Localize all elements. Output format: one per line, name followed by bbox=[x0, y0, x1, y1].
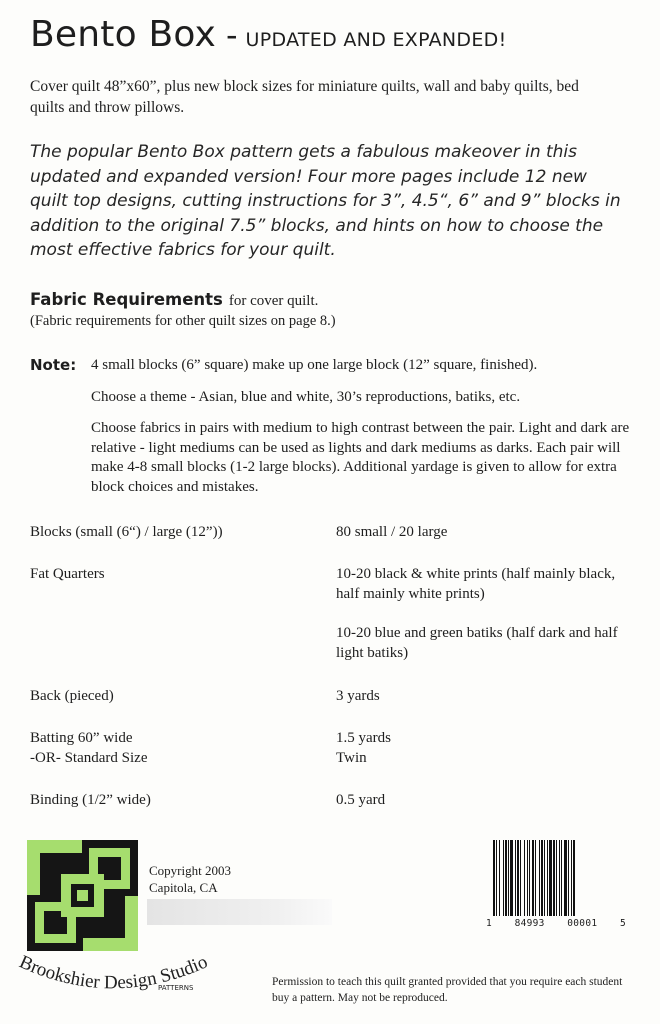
barcode-bar bbox=[515, 840, 516, 916]
pitch-text: The popular Bento Box pattern gets a fabulous makeover in this updated and expanded version! Four more pages include 12 new quilt top designs, cutting instructions for 3”, 4.5“, 6” and 9” blocks in addition to the original 7.5” blocks, and hints on how to choose the most effective fabrics for your quilt. bbox=[30, 142, 621, 260]
barcode-bar bbox=[547, 840, 548, 916]
barcode-bar bbox=[559, 840, 560, 916]
row-value: 3 yards bbox=[336, 688, 380, 704]
barcode-bar bbox=[556, 840, 557, 916]
row-value: 1.5 yards bbox=[336, 730, 391, 746]
row-label: Back (pieced) bbox=[30, 688, 114, 704]
barcode-bar bbox=[564, 840, 567, 916]
barcode-bar bbox=[532, 840, 534, 916]
barcode-digit-group: 84993 bbox=[514, 918, 545, 929]
row-value: 10-20 black & white prints (half mainly black, half mainly white prints) bbox=[336, 566, 616, 602]
note-paragraph: 4 small blocks (6” square) make up one large block (12” square, finished). bbox=[91, 357, 538, 373]
note-paragraph: Choose a theme - Asian, blue and white, 30’s reproductions, batiks, etc. bbox=[91, 388, 521, 405]
fabric-requirements-heading bbox=[30, 290, 630, 330]
requirements-title-note: for cover quilt. bbox=[228, 293, 319, 309]
row-label: -OR- Standard Size bbox=[30, 750, 148, 766]
copyright-block bbox=[149, 862, 231, 896]
requirements-title: Fabric Requirements bbox=[30, 290, 223, 309]
barcode-digit-group: 00001 bbox=[567, 918, 598, 929]
note-label: Note: bbox=[30, 356, 77, 374]
barcode-bar bbox=[499, 840, 500, 916]
note-paragraph: Choose fabrics in pairs with medium to high contrast between the pair. Light and dark are relative - light mediums can be used as lights and dark mediums as darks. Each pair will make 4-8 small blocks (1-2 large blocks). Additional yardage is given to allow for extra block choices and mistakes. bbox=[91, 420, 630, 495]
barcode-bar bbox=[493, 840, 495, 916]
title-dash: - bbox=[225, 16, 238, 54]
brand-patterns: PATTERNS bbox=[158, 984, 194, 992]
barcode-bar bbox=[503, 840, 504, 916]
barcode-bar bbox=[561, 840, 562, 916]
requirements-subnote: (Fabric requirements for other quilt sizes on page 8.) bbox=[30, 313, 336, 329]
title-subtitle: UPDATED AND EXPANDED! bbox=[245, 29, 507, 51]
barcode-bar bbox=[520, 840, 521, 916]
barcode-bar bbox=[573, 840, 575, 916]
barcode-bar bbox=[553, 840, 555, 916]
barcode-bar bbox=[549, 840, 552, 916]
row-label: Fat Quarters bbox=[30, 566, 105, 582]
barcode-bar bbox=[568, 840, 569, 916]
barcode-bar bbox=[517, 840, 519, 916]
barcode-number bbox=[486, 918, 626, 929]
row-label: Batting 60” wide bbox=[30, 730, 133, 746]
barcode-bar bbox=[524, 840, 525, 916]
barcode-bar bbox=[496, 840, 497, 916]
barcode-bar bbox=[535, 840, 536, 916]
copyright-line: Copyright 2003 bbox=[149, 863, 231, 878]
brand-logo bbox=[14, 948, 244, 1008]
row-value: Twin bbox=[336, 750, 367, 766]
row-value: 0.5 yard bbox=[336, 792, 386, 808]
barcode-digit-group: 5 bbox=[619, 918, 626, 929]
title-main: Bento Box bbox=[30, 14, 216, 55]
row-label: Blocks (small (6“) / large (12”)) bbox=[30, 524, 223, 540]
barcode-bar bbox=[527, 840, 528, 916]
redacted-area bbox=[147, 899, 332, 925]
note-body bbox=[91, 356, 631, 509]
brand-name: Brookshier Design Studio bbox=[16, 951, 211, 994]
intro-text: Cover quilt 48”x60”, plus new block sizes for miniature quilts, wall and baby quilts, bed quilts and throw pillows. bbox=[30, 78, 579, 116]
row-value: 10-20 blue and green batiks (half dark and half light batiks) bbox=[336, 625, 618, 661]
barcode-bar bbox=[505, 840, 507, 916]
row-value: 80 small / 20 large bbox=[336, 524, 448, 540]
page-title bbox=[30, 14, 507, 55]
barcode-bar bbox=[544, 840, 545, 916]
permission-notice: Permission to teach this quilt granted provided that you require each student buy a pattern. May not be reproduced. bbox=[272, 976, 623, 1004]
barcode-bar bbox=[571, 840, 572, 916]
barcode-bar bbox=[539, 840, 540, 916]
barcode-bar bbox=[541, 840, 543, 916]
barcode-bar bbox=[508, 840, 509, 916]
location-line: Capitola, CA bbox=[149, 880, 218, 895]
barcode-digit-group: 1 bbox=[486, 918, 493, 929]
barcode-image bbox=[493, 840, 615, 916]
barcode-bar bbox=[510, 840, 513, 916]
bento-block-logo bbox=[27, 840, 138, 951]
barcode-bar bbox=[529, 840, 530, 916]
row-label: Binding (1/2” wide) bbox=[30, 792, 151, 808]
